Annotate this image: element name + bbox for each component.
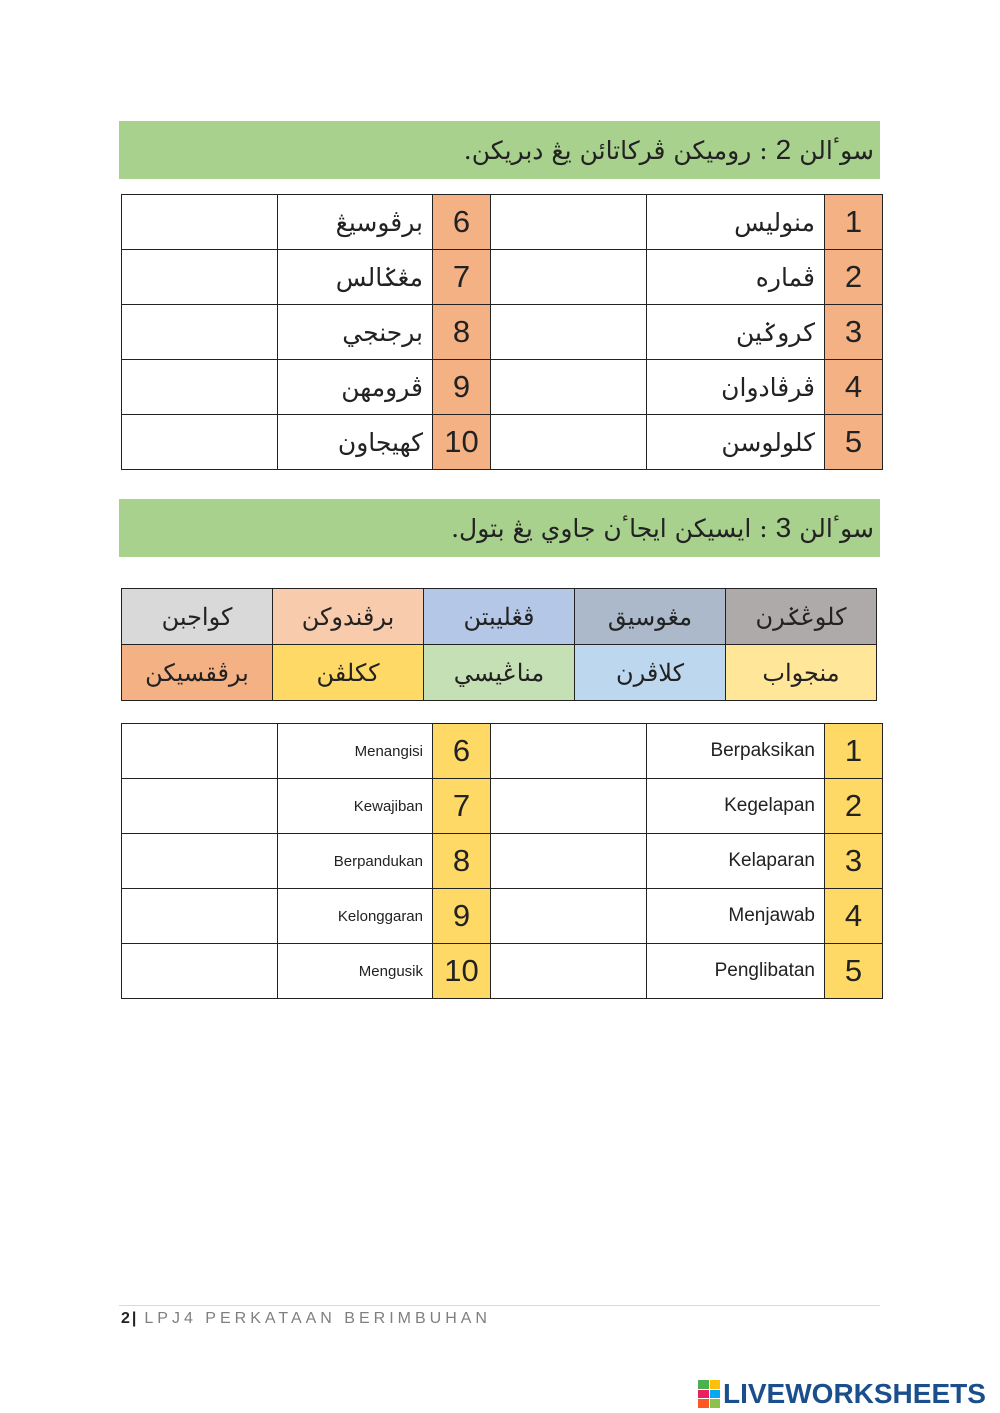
answer-box-3[interactable] [491, 305, 647, 360]
word-bank-item[interactable]: كلاڤرن [575, 645, 726, 701]
answer-box-5[interactable] [491, 944, 647, 999]
table-row [122, 779, 883, 834]
word-bank-item[interactable]: ككلڤن [273, 645, 424, 701]
number-9: 9 [433, 360, 491, 415]
number-9: 9 [433, 889, 491, 944]
word-bank-item[interactable]: كواجبن [122, 589, 273, 645]
answer-box-8[interactable] [122, 305, 278, 360]
word-4: ڤرڤادوان [647, 360, 825, 415]
footer-title: LPJ4 PERKATAAN BERIMBUHAN [144, 1310, 491, 1327]
number-8: 8 [433, 305, 491, 360]
word-bank-item[interactable]: مناڠيسي [424, 645, 575, 701]
word-5: كلولوسن [647, 415, 825, 470]
answer-box-6[interactable] [122, 724, 278, 779]
answer-box-3[interactable] [491, 834, 647, 889]
number-3: 3 [825, 305, 883, 360]
page-footer [121, 1310, 491, 1328]
liveworksheets-icon [698, 1380, 720, 1408]
word-4: Menjawab [647, 889, 825, 944]
word-10: كهيجاون [278, 415, 433, 470]
q3-heading-number: 3 [775, 512, 792, 543]
answer-box-7[interactable] [122, 779, 278, 834]
q2-heading-text: : رومیكن ڤركاتائن يڠ دبريكن. [463, 135, 768, 165]
word-10: Mengusik [278, 944, 433, 999]
q3-heading-prefix: سوٴالن [799, 513, 874, 543]
word-2: Kegelapan [647, 779, 825, 834]
number-7: 7 [433, 250, 491, 305]
table-row [122, 834, 883, 889]
page-number: 2 [121, 1310, 130, 1327]
number-2: 2 [825, 250, 883, 305]
word-1: Berpaksikan [647, 724, 825, 779]
number-1: 1 [825, 724, 883, 779]
table-row [122, 250, 883, 305]
word-bank-item[interactable]: مڠوسيق [575, 589, 726, 645]
table-row [122, 889, 883, 944]
word-5: Penglibatan [647, 944, 825, 999]
word-6: Menangisi [278, 724, 433, 779]
answer-box-9[interactable] [122, 889, 278, 944]
answer-box-5[interactable] [491, 415, 647, 470]
brand-name: LIVEWORKSHEETS [723, 1378, 986, 1409]
word-9: Kelonggaran [278, 889, 433, 944]
word-bank-row [122, 589, 877, 645]
answer-box-8[interactable] [122, 834, 278, 889]
number-7: 7 [433, 779, 491, 834]
table-row [122, 195, 883, 250]
number-10: 10 [433, 415, 491, 470]
answer-box-4[interactable] [491, 889, 647, 944]
answer-box-4[interactable] [491, 360, 647, 415]
word-7: Kewajiban [278, 779, 433, 834]
number-6: 6 [433, 195, 491, 250]
number-3: 3 [825, 834, 883, 889]
q2-table [121, 194, 883, 470]
answer-box-7[interactable] [122, 250, 278, 305]
answer-box-2[interactable] [491, 250, 647, 305]
q3-heading-text: : ايسيكن ايجاٴن جاوي يڠ بتول. [451, 513, 768, 543]
word-bank-item[interactable]: ڤڠليبتن [424, 589, 575, 645]
number-1: 1 [825, 195, 883, 250]
answer-box-10[interactable] [122, 944, 278, 999]
word-1: منوليس [647, 195, 825, 250]
word-3: Kelaparan [647, 834, 825, 889]
word-bank-item[interactable]: برڤقسيكن [122, 645, 273, 701]
number-4: 4 [825, 889, 883, 944]
number-5: 5 [825, 415, 883, 470]
word-9: ڤرومهن [278, 360, 433, 415]
answer-box-2[interactable] [491, 779, 647, 834]
word-3: كروݢين [647, 305, 825, 360]
word-8: برجنجي [278, 305, 433, 360]
answer-box-10[interactable] [122, 415, 278, 470]
table-row [122, 305, 883, 360]
word-bank-row [122, 645, 877, 701]
word-6: برڤوسيڠ [278, 195, 433, 250]
word-7: مڠݢالس [278, 250, 433, 305]
number-10: 10 [433, 944, 491, 999]
table-row [122, 944, 883, 999]
liveworksheets-logo [698, 1378, 986, 1410]
q3-heading [119, 499, 880, 557]
answer-box-9[interactable] [122, 360, 278, 415]
word-bank-item[interactable]: منجواب [726, 645, 877, 701]
q2-heading-prefix: سوٴالن [799, 135, 874, 165]
table-row [122, 415, 883, 470]
q2-heading [119, 121, 880, 179]
number-5: 5 [825, 944, 883, 999]
footer-separator: | [131, 1310, 137, 1327]
table-row [122, 724, 883, 779]
number-2: 2 [825, 779, 883, 834]
word-8: Berpandukan [278, 834, 433, 889]
word-2: ڤماره [647, 250, 825, 305]
footer-divider [119, 1305, 880, 1306]
q3-table [121, 723, 883, 999]
q2-heading-number: 2 [775, 134, 792, 165]
answer-box-6[interactable] [122, 195, 278, 250]
number-8: 8 [433, 834, 491, 889]
answer-box-1[interactable] [491, 724, 647, 779]
number-4: 4 [825, 360, 883, 415]
word-bank [121, 588, 877, 701]
word-bank-item[interactable]: كلوڠݢرن [726, 589, 877, 645]
answer-box-1[interactable] [491, 195, 647, 250]
word-bank-item[interactable]: برڤندوكن [273, 589, 424, 645]
table-row [122, 360, 883, 415]
number-6: 6 [433, 724, 491, 779]
